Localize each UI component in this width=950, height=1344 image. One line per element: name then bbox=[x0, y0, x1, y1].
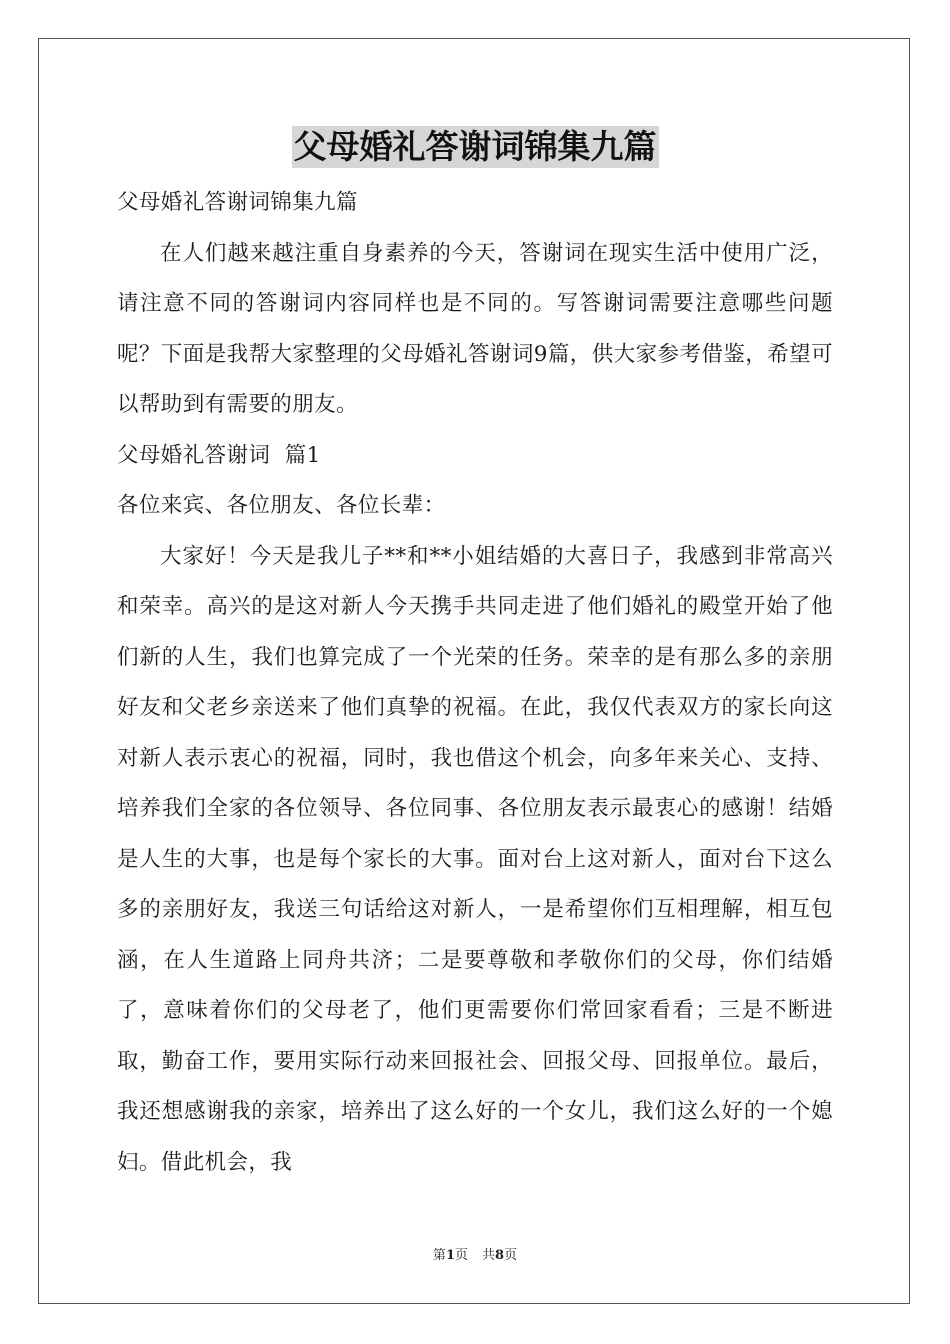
intro-paragraph: 在人们越来越注重自身素养的今天，答谢词在现实生活中使用广泛，请注意不同的答谢词内容同样也是不同的。写答谢词需要注意哪些问题呢？下面是我帮大家整理的父母婚礼答谢词9篇，供大家参考借鉴，希望可以帮助到有需要的朋友。 bbox=[117, 240, 833, 417]
page-current: 1 bbox=[445, 1248, 455, 1263]
page-footer bbox=[0, 1248, 950, 1264]
document-title: 父母婚礼答谢词锦集九篇 bbox=[293, 127, 657, 166]
section-heading: 父母婚礼答谢词 篇1 bbox=[117, 442, 321, 468]
document-subtitle: 父母婚礼答谢词锦集九篇 bbox=[117, 190, 358, 215]
page-total: 8 bbox=[495, 1248, 505, 1263]
salutation: 各位来宾、各位朋友、各位长辈： bbox=[117, 493, 446, 518]
document-body bbox=[117, 178, 833, 1188]
page-suffix: 页 bbox=[454, 1248, 468, 1263]
total-suffix: 页 bbox=[504, 1248, 518, 1263]
page-prefix: 第 bbox=[432, 1248, 446, 1263]
title-container bbox=[0, 126, 950, 168]
total-prefix: 共 bbox=[482, 1248, 496, 1263]
speech-paragraph: 大家好！今天是我儿子**和**小姐结婚的大喜日子，我感到非常高兴和荣幸。高兴的是这对新人今天携手共同走进了他们婚礼的殿堂开始了他们新的人生，我们也算完成了一个光荣的任务。荣幸的是有那么多的亲朋好友和父老乡亲送来了他们真挚的祝福。在此，我仅代表双方的家长向这对新人表示衷心的祝福，同时，我也借这个机会，向多年来关心、支持、培养我们全家的各位领导、各位同事、各位朋友表示最衷心的感谢！结婚是人生的大事，也是每个家长的大事。面对台上这对新人，面对台下这么多的亲朋好友，我送三句话给这对新人，一是希望你们互相理解，相互包涵，在人生道路上同舟共济；二是要尊敬和孝敬你们的父母，你们结婚了，意味着你们的父母老了，他们更需要你们常回家看看；三是不断进取，勤奋工作，要用实际行动来回报社会、回报父母、回报单位。最后，我还想感谢我的亲家，培养出了这么好的一个女儿，我们这么好的一个媳妇。借此机会，我 bbox=[117, 543, 833, 1175]
